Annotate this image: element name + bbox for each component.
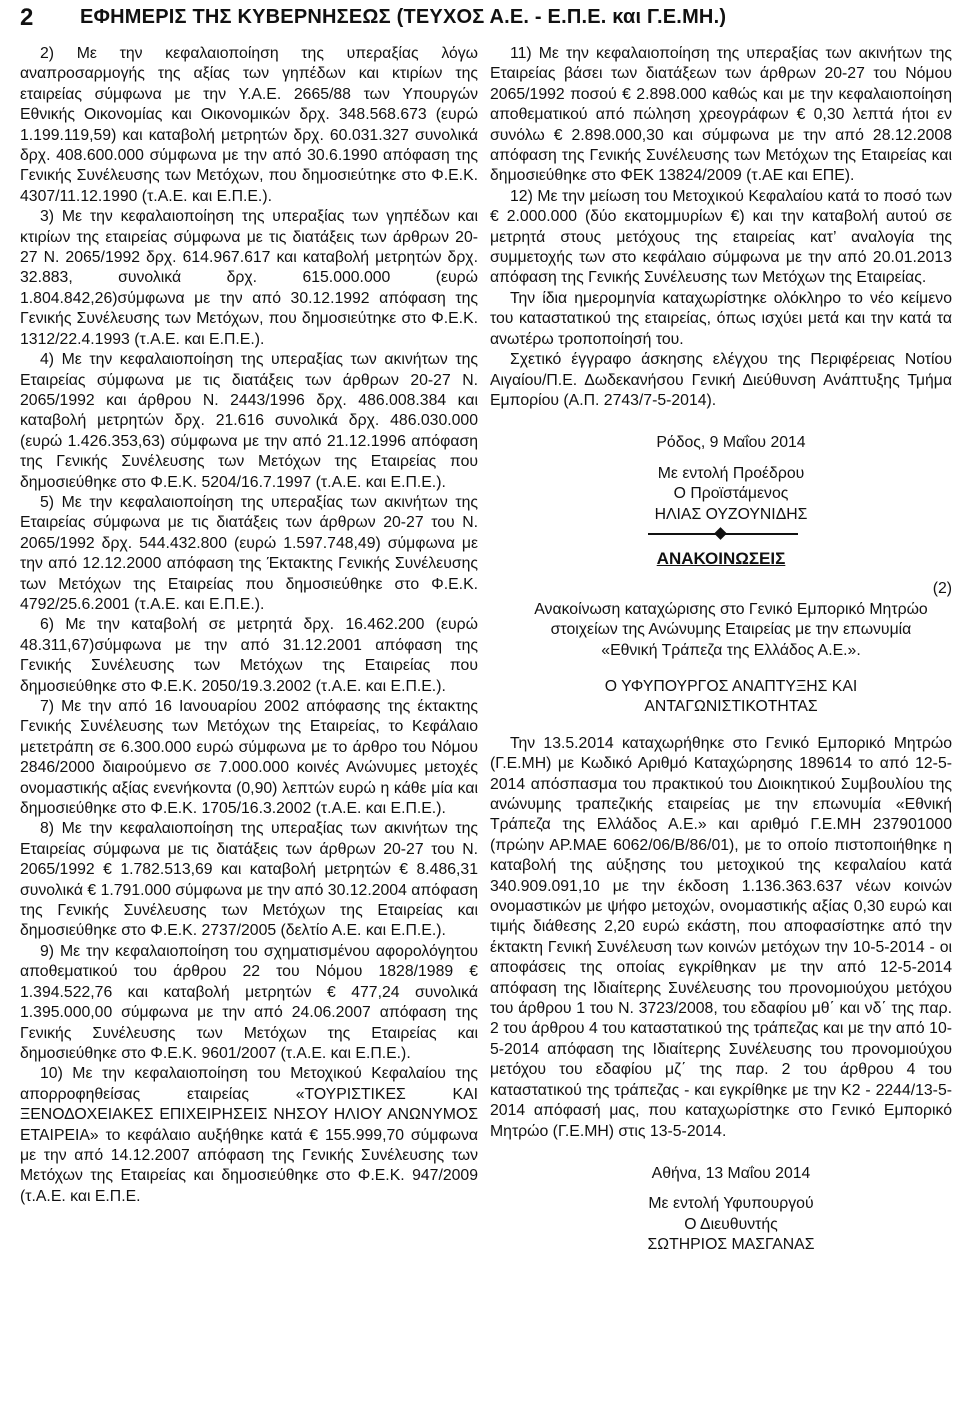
paragraph: 12) Με την μείωση του Μετοχικού Κεφαλαίου κατά το ποσό των € 2.000.000 (δύο εκατομμυρίων €) και την καταβολή αυτού σε μετρητά στους μετόχους της εταιρείας κατ’ αναλογία της συμμετοχής των στο κεφάλαιο σύμφωνα με την από 20.01.2013 απόφαση της Γενικής Συνέλευσης των Μετόχων της Εταιρείας. <box>490 187 952 287</box>
paragraph: 8) Με την κεφαλαιοποίηση της υπεραξίας των ακινήτων της Εταιρείας σύμφωνα με τις διατάξεις των άρθρων 20-27 του Ν. 2065/1992 € 1.782.513,69 και καταβολή μετρητών € 8.486,31 συνολικά € 1.791.000 σύμφωνα με την από 30.12.2004 απόφαση της Γενικής Συνέλευσης των Μετόχων της Εταιρείας και δημοσιεύθηκε στο Φ.Ε.Κ. 2737/2005 (δελτίο Α.Ε. και Ε.Π.Ε.). <box>20 820 478 940</box>
diamond-ornament-icon <box>714 527 727 540</box>
notice-subject-line: Ανακοίνωση καταχώρισης στο Γενικό Εμπορικό Μητρώο <box>534 600 928 618</box>
paragraph: 3) Με την κεφαλαιοποίηση της υπεραξίας των γηπέδων και κτιρίων της εταιρείας σύμφωνα με τις διατάξεις των άρθρων 20-27 Ν. 2065/1992 δρχ. 614.967.617 και καταβολή μετρητών δρχ. 32.883, συνολικά δρχ. 615.000.000 (ευρώ 1.804.842,26)σύμφωνα με την από 30.12.1992 απόφαση της Γενικής Συνέλευσης των Μετόχων, που δημοσιεύτηκε στο Φ.Ε.Κ. 1312/22.4.1993 (τ.Α.Ε. και Ε.Π.Ε.). <box>20 208 478 348</box>
signatory-name: ΗΛΙΑΣ ΟΥΖΟΥΝΙΔΗΣ <box>654 505 808 523</box>
section-heading: ΑΝΑΚΟΙΝΩΣΕΙΣ <box>656 548 786 568</box>
notice-subject-line: στοιχείων της Ανώνυμης Εταιρείας με την επωνυμία <box>550 621 912 639</box>
notice-reference-number: (2) <box>932 580 952 598</box>
signature-title: Ο Διευθυντής <box>684 1215 778 1233</box>
signature-line: Με εντολή Προέδρου <box>657 464 805 482</box>
paragraph: 9) Με την κεφαλαιοποίηση του σχηματισμένου αφορολόγητου αποθεματικού του άρθρου 22 του Νόμου 1828/1989 € 1.394.522,76 και καταβολή μετρητών € 477,24 συνολικά 1.395.000,00 σύμφωνα με την από 24.06.2007 απόφαση της Γενικής Συνέλευσης των Μετόχων της Εταιρείας και δημοσιεύθηκε στο Φ.Ε.Κ. 9601/2007 (τ.Α.Ε. και Ε.Π.Ε.). <box>20 942 478 1062</box>
signature-title: Ο Προϊστάμενος <box>673 485 789 503</box>
paragraph: 7) Με την από 16 Ιανουαρίου 2002 απόφασης της έκτακτης Γενικής Συνέλευσης των Μετόχων της Εταιρείας, το Κεφάλαιο μετετράπη σε 6.300.000 ευρώ σύμφωνα με το άρθρο του Νόμου 2846/2000 διαιρούμενο σε 7.000.000 κοινές Ανώνυμες μετοχές ονομαστικής αξίας ενενήκοντα (0,90) λεπτών ευρώ η κάθε μία και δημοσιεύθηκε στο Φ.Ε.Κ. 1705/16.3.2002 (τ.Α.Ε. και Ε.Π.Ε.). <box>20 698 478 818</box>
page-header <box>20 4 940 34</box>
paragraph: Την ίδια ημερομηνία καταχωρίστηκε ολόκληρο το νέο κείμενο του καταστατικού της εταιρείας, όπως ισχύει μετά και την κατά τα ανωτέρω τροποποίησή του. <box>490 289 952 348</box>
notice-body: Την 13.5.2014 καταχωρήθηκε στο Γενικό Εμπορικό Μητρώο (Γ.Ε.ΜΗ) με Κωδικό Αριθμό Καταχώρησης 189614 το από 12-5-2014 απόσπασμα του πρακτικού του Διοικητικού Συμβουλίου της ανώνυμης τραπεζικής εταιρείας με την επωνυμία «Εθνική Τράπεζα της Ελλάδος Α.Ε.» και αριθμό Γ.Ε.ΜΗ 237901000 (πρώην ΑΡ.ΜΑΕ 6062/06/Β/86/01), με το οποίο πιστοποιήθηκε η καταβολή της αύξησης του μετοχικού της κεφαλαίου κατά 340.909.091,10 με την έκδοση 1.136.363.637 νέων κοινών ονομαστικών με ψήφο μετοχών, ονομαστικής αξίας 0,30 ευρώ και τιμής διάθεσης 2,20 ευρώ εκάστη, που αποφασίστηκε από την έκτακτη Γενική Συνέλευση των κοινών μετόχων την 10-5-2014 - οι αποφάσεις της οποίας εγκρίθηκαν με την από 12-5-2014 απόφαση της Ιδιαίτερης Συνέλευσης του προνομιούχου μετόχου του άρθρου 1 του Ν. 3723/2008, του εδαφίου μθ΄ και νδ΄ της παρ. 2 του άρθρου 4 του καταστατικού της τράπεζας και με την από 10-5-2014 απόφαση της Ιδιαίτερης Συνέλευσης του προνομιούχου μετόχου του εδαφίου μζ΄ της παρ. 2 του άρθρου 4 του καταστατικού της τράπεζας - και εγκρίθηκε με την Κ2 - 2244/13-5-2014 απόφασή μας, που καταχωρίστηκε στο Γενικό Εμπορικό Μητρώο (Γ.Ε.ΜΗ) στις 13-5-2014. <box>490 734 952 1140</box>
authority-line: ΑΝΤΑΓΩΝΙΣΤΙΚΟΤΗΤΑΣ <box>644 698 818 716</box>
paragraph: 10) Με την κεφαλαιοποίηση του Μετοχικού Κεφαλαίου της απορροφηθείσας εταιρείας «ΤΟΥΡΙΣΤΙΚΕΣ ΚΑΙ ΞΕΝΟΔΟΧΕΙΑΚΕΣ ΕΠΙΧΕΙΡΗΣΕΙΣ ΝΗΣΟΥ ΗΛΙΟΥ ΑΝΩΝΥΜΟΣ ΕΤΑΙΡΕΙΑ» το κεφάλαιο αυξήθηκε κατά € 155.999,70 σύμφωνα με την από 14.12.2007 απόφαση της Γενικής Συνέλευσης των Μετόχων της Εταιρείας και δημοσιεύθηκε στο Φ.Ε.Κ. 947/2009 (τ.Α.Ε. και Ε.Π.Ε. <box>20 1065 478 1205</box>
paragraph: 11) Με την κεφαλαιοποίηση της υπεραξίας των ακινήτων της Εταιρείας βάσει των διατάξεων των άρθρων 20-27 του Νόμου 2065/1992 ποσού € 2.898.000 καθώς και με την κεφαλαιοποίηση αποθεματικού από πώληση χρεογράφων € 0,30 λεπτά ήτοι εν συνόλω € 2.898.000,30 και σύμφωνα με την από 28.12.2008 απόφαση της Γενικής Συνέλευσης των Μετόχων της Εταιρείας και δημοσιεύθηκε στο ΦΕΚ 13824/2009 (τ.ΑΕ και ΕΠΕ). <box>490 45 952 185</box>
right-column <box>490 44 952 1256</box>
left-column <box>20 44 478 1207</box>
signature-block <box>490 433 952 525</box>
signature-block <box>490 1164 952 1256</box>
page-number: 2 <box>20 4 34 31</box>
notice-subject-line: «Εθνική Τράπεζα της Ελλάδος Α.Ε.». <box>601 641 861 659</box>
signature-place-date: Αθήνα, 13 Μαΐου 2014 <box>651 1164 811 1182</box>
running-title: ΕΦΗΜΕΡΙΣ ΤΗΣ ΚΥΒΕΡΝΗΣΕΩΣ (ΤΕΥΧΟΣ Α.Ε. - Ε.Π.Ε. και Γ.Ε.ΜΗ.) <box>80 6 727 28</box>
paragraph: 6) Με την καταβολή σε μετρητά δρχ. 16.462.200 (ευρώ 48.311,67)σύμφωνα με την από 31.12.2001 απόφαση της Γενικής Συνέλευσης των Μετόχων της Εταιρείας που δημοσιεύθηκε στο Φ.Ε.Κ. 2050/19.3.2002 (τ.Α.Ε. και Ε.Π.Ε.). <box>20 616 478 695</box>
paragraph: Σχετικό έγγραφο άσκησης ελέγχου της Περιφέρειας Νοτίου Αιγαίου/Π.Ε. Δωδεκανήσου Γενική Διεύθυνση Ανάπτυξης Τμήμα Εμπορίου (Α.Π. 2743/7-5-2014). <box>490 351 952 409</box>
signatory-name: ΣΩΤΗΡΙΟΣ ΜΑΣΓΑΝΑΣ <box>647 1236 815 1254</box>
signature-place-date: Ρόδος, 9 Μαΐου 2014 <box>656 434 806 452</box>
paragraph: 5) Με την κεφαλαιοποίηση της υπεραξίας των ακινήτων της Εταιρείας σύμφωνα με τις διατάξεις των άρθρων 20-27 του Ν. 2065/1992 δρχ. 544.432.800 (ευρώ 1.597.748,49) σύμφωνα με την από 12.12.2000 απόφαση της Έκτακτης Γενικής Συνέλευσης των Μετόχων της Εταιρείας που δημοσιεύθηκε στο Φ.Ε.Κ. 4792/25.6.2001 (τ.Α.Ε. και Ε.Π.Ε.). <box>20 493 478 613</box>
authority-line: Ο ΥΦΥΠΟΥΡΓΟΣ ΑΝΑΠΤΥΞΗΣ ΚΑΙ <box>604 677 858 695</box>
paragraph: 2) Με την κεφαλαιοποίηση της υπεραξίας λόγω αναπροσαρμογής της αξίας των γηπέδων και κτιρίων της εταιρείας σύμφωνα με την Υ.Α.Ε. 2665/88 των Υπουργών Εθνικής Οικονομίας και Οικονομικών δρχ. 348.568.673 (ευρώ 1.199.119,59) και καταβολή μετρητών δρχ. 60.031.327 συνολικά δρχ. 408.600.000 σύμφωνα με την από 30.6.1990 απόφαση της Γενικής Συνέλευσης των Μετόχων, που δημοσιεύτηκε στο Φ.Ε.Κ. 4307/11.12.1990 (τ.Α.Ε. και Ε.Π.Ε.). <box>20 45 478 205</box>
signature-line: Με εντολή Υφυπουργού <box>648 1195 814 1213</box>
section-divider <box>490 527 952 541</box>
paragraph: 4) Με την κεφαλαιοποίηση της υπεραξίας των ακινήτων της Εταιρείας σύμφωνα με τις διατάξεις των άρθρων 20-27 Ν. 2065/1992 και άρθρου Ν. 2443/1996 δρχ. 486.008.384 και καταβολή μετρητών δρχ. 21.616 συνολικά δρχ. 486.030.000 (ευρώ 1.426.353,63) σύμφωνα με την από 21.12.1996 απόφαση της Γενικής Συνέλευσης των Μετόχων της Εταιρείας που δημοσιεύθηκε στο Φ.Ε.Κ. 5204/16.7.1997 (τ.Α.Ε. και Ε.Π.Ε.). <box>20 351 478 491</box>
